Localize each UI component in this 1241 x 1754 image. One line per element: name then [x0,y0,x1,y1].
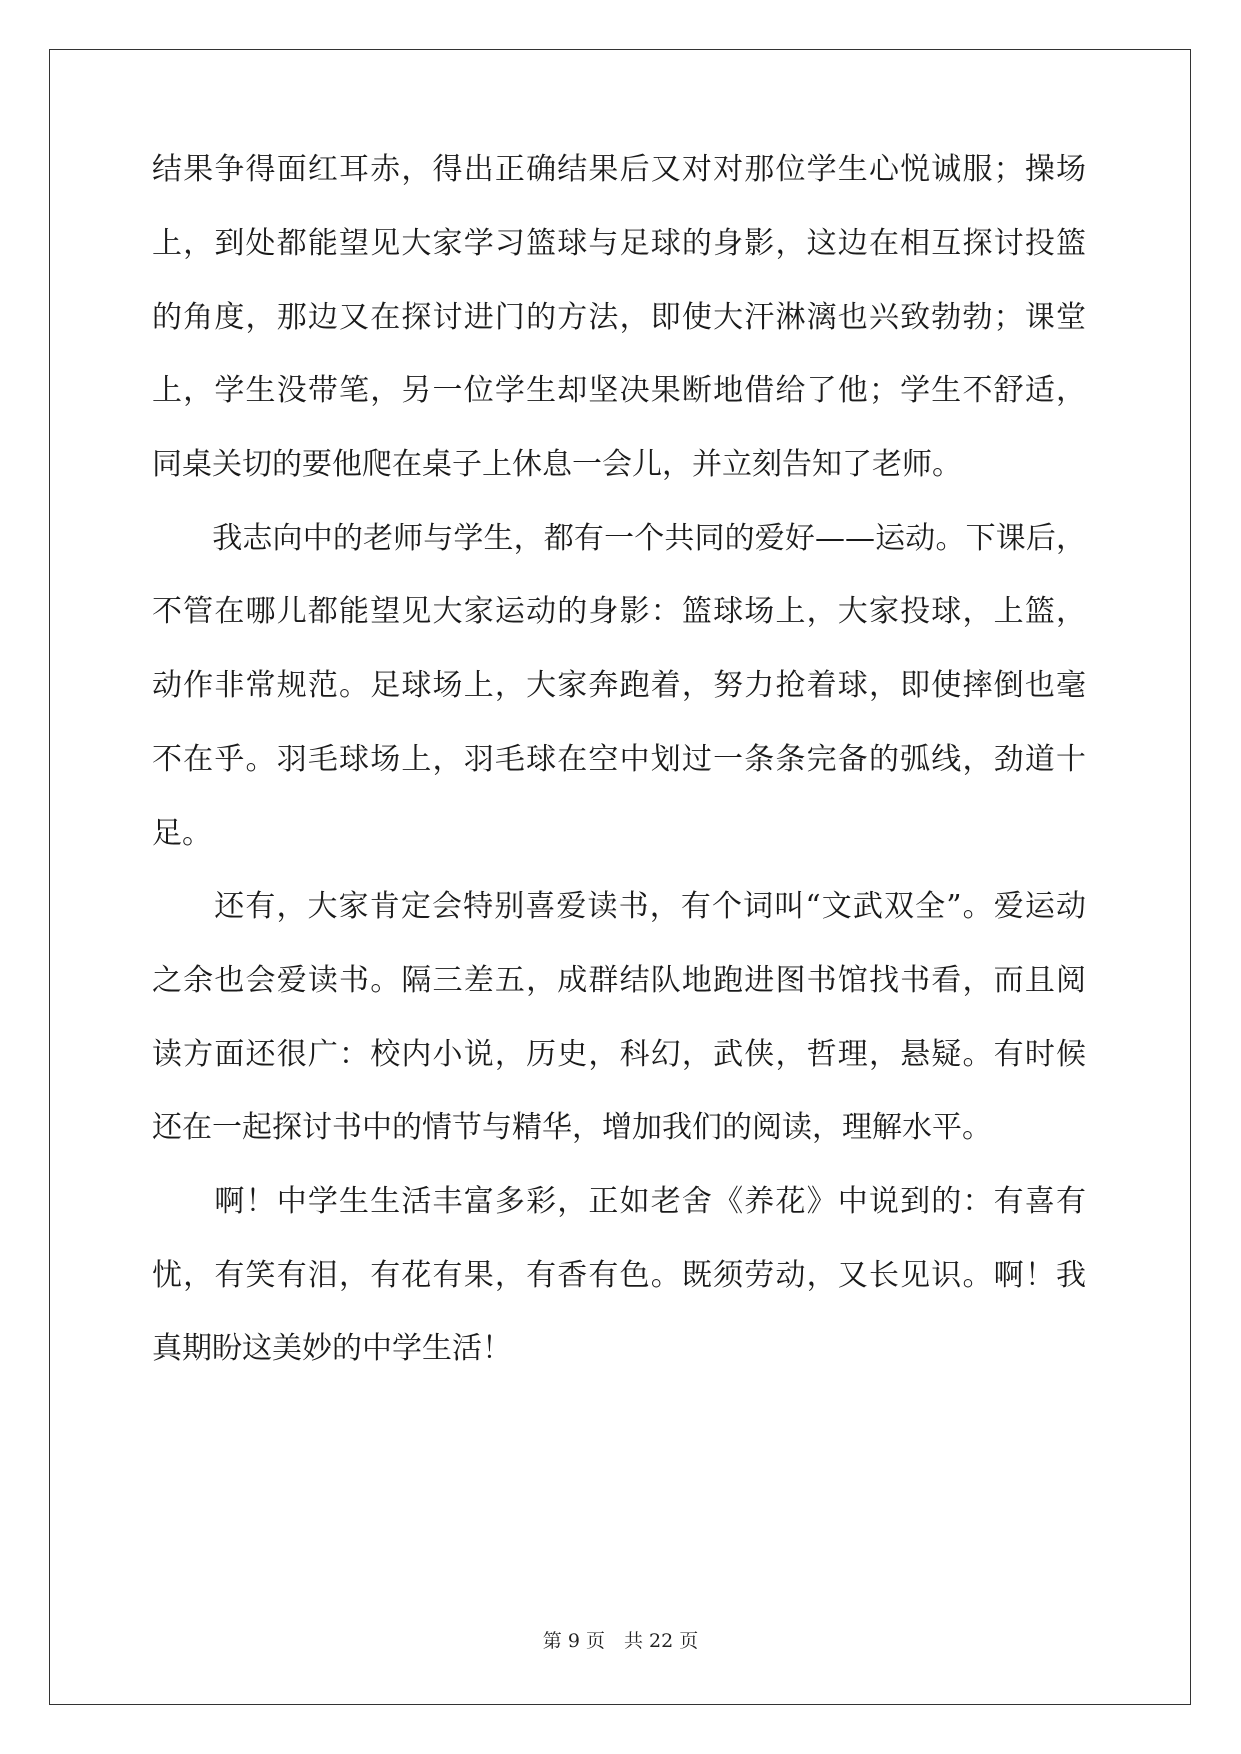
text-line: 还有，大家肯定会特别喜爱读书，有个词叫“文武双全”。爱运动 [152,889,1086,924]
text-line: 的角度，那边又在探讨进门的方法，即使大汗淋漓也兴致勃勃；课堂 [152,300,1086,335]
text-line: 忧，有笑有泪，有花有果，有香有色。既须劳动，又长见识。啊！我 [152,1258,1086,1293]
text-line: 结果争得面红耳赤，得出正确结果后又对对那位学生心悦诚服；操场 [152,152,1086,187]
text-line: 读方面还很广：校内小说，历史，科幻，武侠，哲理，悬疑。有时候 [152,1037,1086,1072]
text-line: 啊！中学生生活丰富多彩，正如老舍《养花》中说到的：有喜有 [152,1184,1086,1219]
text-line: 同桌关切的要他爬在桌子上休息一会儿，并立刻告知了老师。 [152,447,962,482]
page-footer: 第 9 页 共 22 页 [542,1630,699,1652]
text-line: 动作非常规范。足球场上，大家奔跑着，努力抢着球，即使摔倒也毫 [152,668,1086,703]
text-line: 真期盼这美妙的中学生活！ [152,1331,512,1366]
text-line: 足。 [152,816,212,851]
text-line: 不管在哪儿都能望见大家运动的身影：篮球场上，大家投球，上篮， [152,594,1086,629]
text-line: 之余也会爱读书。隔三差五，成群结队地跑进图书馆找书看，而且阅 [152,963,1086,998]
text-line: 我志向中的老师与学生，都有一个共同的爱好——运动。下课后， [152,521,1086,556]
text-line: 上，学生没带笔，另一位学生却坚决果断地借给了他；学生不舒适， [152,373,1086,408]
text-line: 上，到处都能望见大家学习篮球与足球的身影，这边在相互探讨投篮 [152,226,1086,261]
text-line: 还在一起探讨书中的情节与精华，增加我们的阅读，理解水平。 [152,1110,992,1145]
text-line: 不在乎。羽毛球场上，羽毛球在空中划过一条条完备的弧线，劲道十 [152,742,1086,777]
